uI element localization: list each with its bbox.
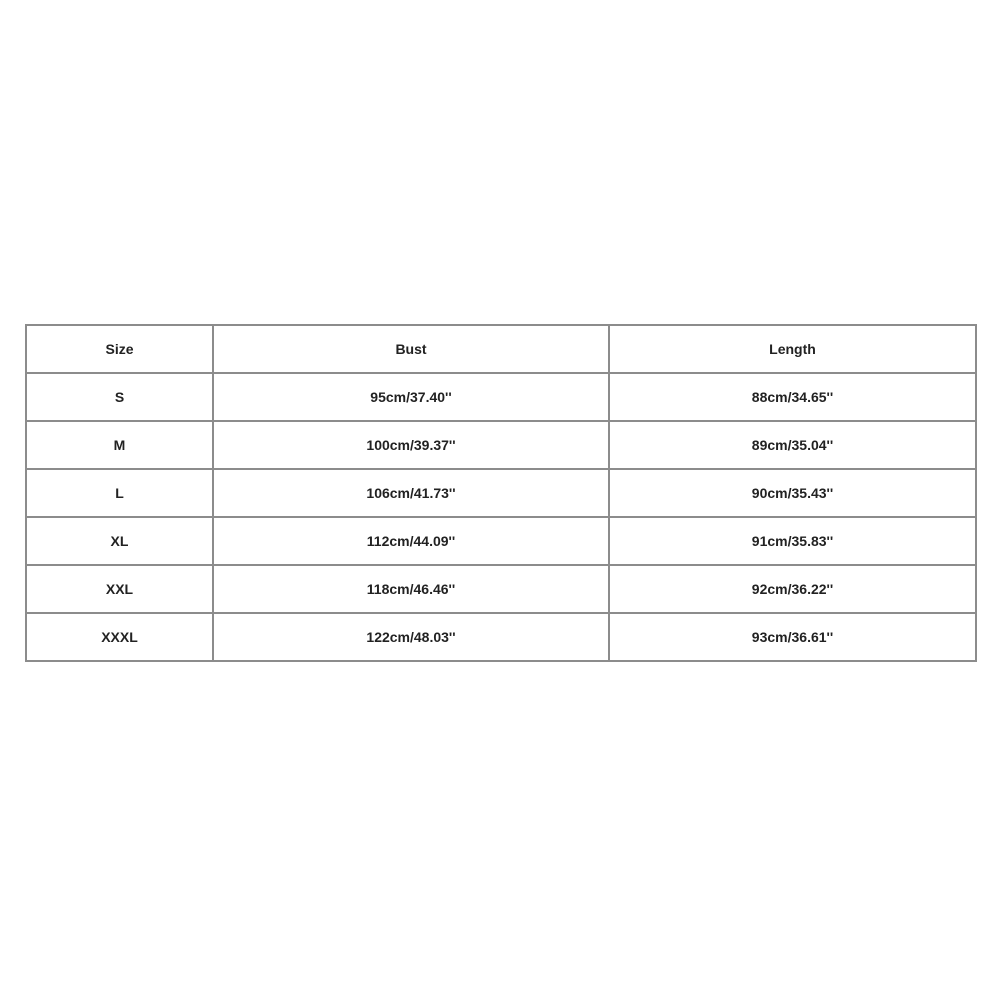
cell-bust: 100cm/39.37'' xyxy=(213,421,609,469)
cell-bust: 106cm/41.73'' xyxy=(213,469,609,517)
cell-length: 90cm/35.43'' xyxy=(609,469,976,517)
cell-bust: 112cm/44.09'' xyxy=(213,517,609,565)
table-row xyxy=(26,517,976,565)
cell-bust: 95cm/37.40'' xyxy=(213,373,609,421)
table-row xyxy=(26,421,976,469)
cell-length: 92cm/36.22'' xyxy=(609,565,976,613)
table-row xyxy=(26,373,976,421)
table-row xyxy=(26,469,976,517)
header-length: Length xyxy=(609,325,976,373)
cell-length: 89cm/35.04'' xyxy=(609,421,976,469)
cell-length: 91cm/35.83'' xyxy=(609,517,976,565)
cell-size: XXL xyxy=(26,565,213,613)
cell-length: 88cm/34.65'' xyxy=(609,373,976,421)
cell-length: 93cm/36.61'' xyxy=(609,613,976,661)
cell-bust: 122cm/48.03'' xyxy=(213,613,609,661)
table-row xyxy=(26,565,976,613)
size-chart-table xyxy=(25,324,977,662)
cell-size: S xyxy=(26,373,213,421)
cell-size: XXXL xyxy=(26,613,213,661)
cell-size: XL xyxy=(26,517,213,565)
header-bust: Bust xyxy=(213,325,609,373)
table-row xyxy=(26,613,976,661)
header-size: Size xyxy=(26,325,213,373)
table-header-row xyxy=(26,325,976,373)
cell-bust: 118cm/46.46'' xyxy=(213,565,609,613)
cell-size: L xyxy=(26,469,213,517)
cell-size: M xyxy=(26,421,213,469)
